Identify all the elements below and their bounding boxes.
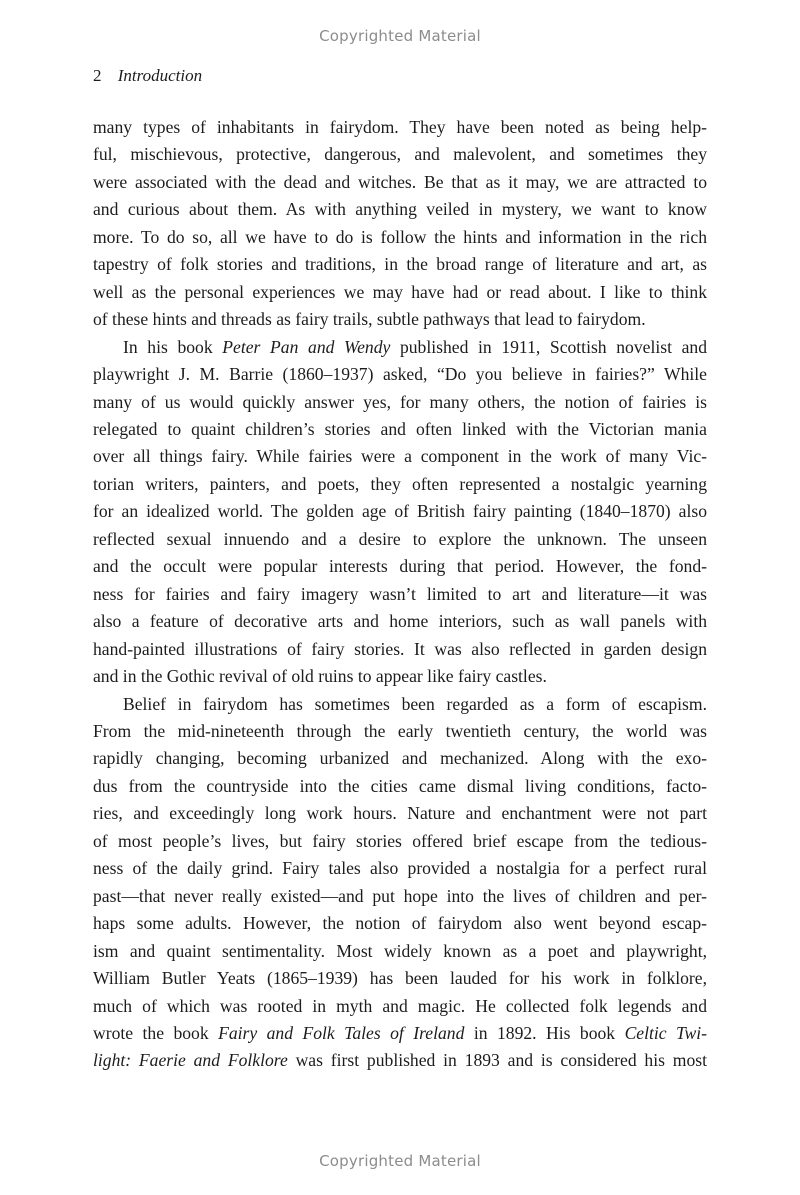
book-title-fairy-folk-tales: Fairy and Folk Tales of Ireland	[218, 1022, 465, 1043]
text-line: reflected sexual innuendo and a desire to explore the unknown. The unseen	[93, 528, 707, 549]
text-line: ness for fairies and fairy imagery wasn’t limited to art and literature—it was	[93, 583, 707, 604]
text-line: haps some adults. However, the notion of fairydom also went beyond escap-	[93, 913, 707, 934]
text-line: ries, and exceedingly long work hours. Nature and enchantment were not part	[93, 803, 707, 824]
text-line: and the occult were popular interests during that period. However, the fond-	[93, 556, 707, 577]
text-line: for an idealized world. The golden age of British fairy painting (1840–1870) also	[93, 501, 707, 522]
text-line: hand-painted illustrations of fairy stories. It was also reflected in garden design	[93, 638, 707, 659]
text-line: playwright J. M. Barrie (1860–1937) asked, “Do you believe in fairies?” While	[93, 364, 707, 385]
text-line: torian writers, painters, and poets, they often represented a nostalgic yearning	[93, 473, 707, 494]
text-line: over all things fairy. While fairies were a component in the work of many Vic-	[93, 446, 707, 467]
running-head	[93, 66, 202, 86]
text-line: William Butler Yeats (1865–1939) has been lauded for his work in folklore,	[93, 968, 707, 989]
text-line: ness of the daily grind. Fairy tales also provided a nostalgia for a perfect rural	[93, 858, 707, 879]
text-line: more. To do so, all we have to do is follow the hints and information in the rich	[93, 226, 707, 247]
text-line: light: Faerie and Folklore was first published in 1893 and is considered his most	[93, 1050, 707, 1071]
text-line: of these hints and threads as fairy trails, subtle pathways that lead to fairydom.	[93, 309, 646, 330]
paragraph-2	[93, 334, 707, 691]
book-title-celtic-twilight-cont: light: Faerie and Folklore	[93, 1050, 288, 1071]
text-line: were associated with the dead and witches. Be that as it may, we are attracted to	[93, 171, 707, 192]
text-line: dus from the countryside into the cities came dismal living conditions, facto-	[93, 775, 707, 796]
text-line: ism and quaint sentimentality. Most widely known as a poet and playwright,	[93, 940, 707, 961]
text-line: relegated to quaint children’s stories and often linked with the Victorian mania	[93, 418, 707, 439]
text-line: In his book Peter Pan and Wendy published in 1911, Scottish novelist and	[123, 336, 707, 357]
text-line: well as the personal experiences we may have had or read about. I like to think	[93, 281, 707, 302]
book-title-peter-pan: Peter Pan and Wendy	[222, 336, 391, 357]
text-line: of most people’s lives, but fairy stories offered brief escape from the tedious-	[93, 830, 707, 851]
text-line: rapidly changing, becoming urbanized and mechanized. Along with the exo-	[93, 748, 707, 769]
body-text	[93, 114, 707, 1075]
text-line: ful, mischievous, protective, dangerous, and malevolent, and sometimes they	[93, 144, 707, 165]
copyright-watermark-bottom: Copyrighted Material	[319, 1152, 481, 1170]
text-line: Belief in fairydom has sometimes been regarded as a form of escapism.	[123, 693, 707, 714]
paragraph-1	[93, 114, 707, 334]
copyright-watermark-top: Copyrighted Material	[319, 27, 481, 45]
text-line: many types of inhabitants in fairydom. They have been noted as being help-	[93, 117, 707, 137]
text-line: tapestry of folk stories and traditions, in the broad range of literature and art, as	[93, 254, 707, 275]
page-number: 2	[93, 66, 102, 85]
text-line: much of which was rooted in myth and magic. He collected folk legends and	[93, 995, 707, 1016]
text-line: past—that never really existed—and put hope into the lives of children and per-	[93, 885, 707, 906]
book-title-celtic-twilight: Celtic Twi-	[624, 1022, 707, 1043]
paragraph-3	[93, 691, 707, 1075]
text-line: also a feature of decorative arts and home interiors, such as wall panels with	[93, 611, 707, 632]
text-line: From the mid-nineteenth through the early twentieth century, the world was	[93, 720, 707, 741]
text-line: many of us would quickly answer yes, for many others, the notion of fairies is	[93, 391, 707, 412]
text-line: wrote the book Fairy and Folk Tales of Ireland in 1892. His book Celtic Twi-	[93, 1022, 707, 1043]
text-line: and in the Gothic revival of old ruins to appear like fairy castles.	[93, 666, 547, 687]
section-title: Introduction	[117, 66, 203, 85]
text-line: and curious about them. As with anything veiled in mystery, we want to know	[93, 199, 707, 220]
